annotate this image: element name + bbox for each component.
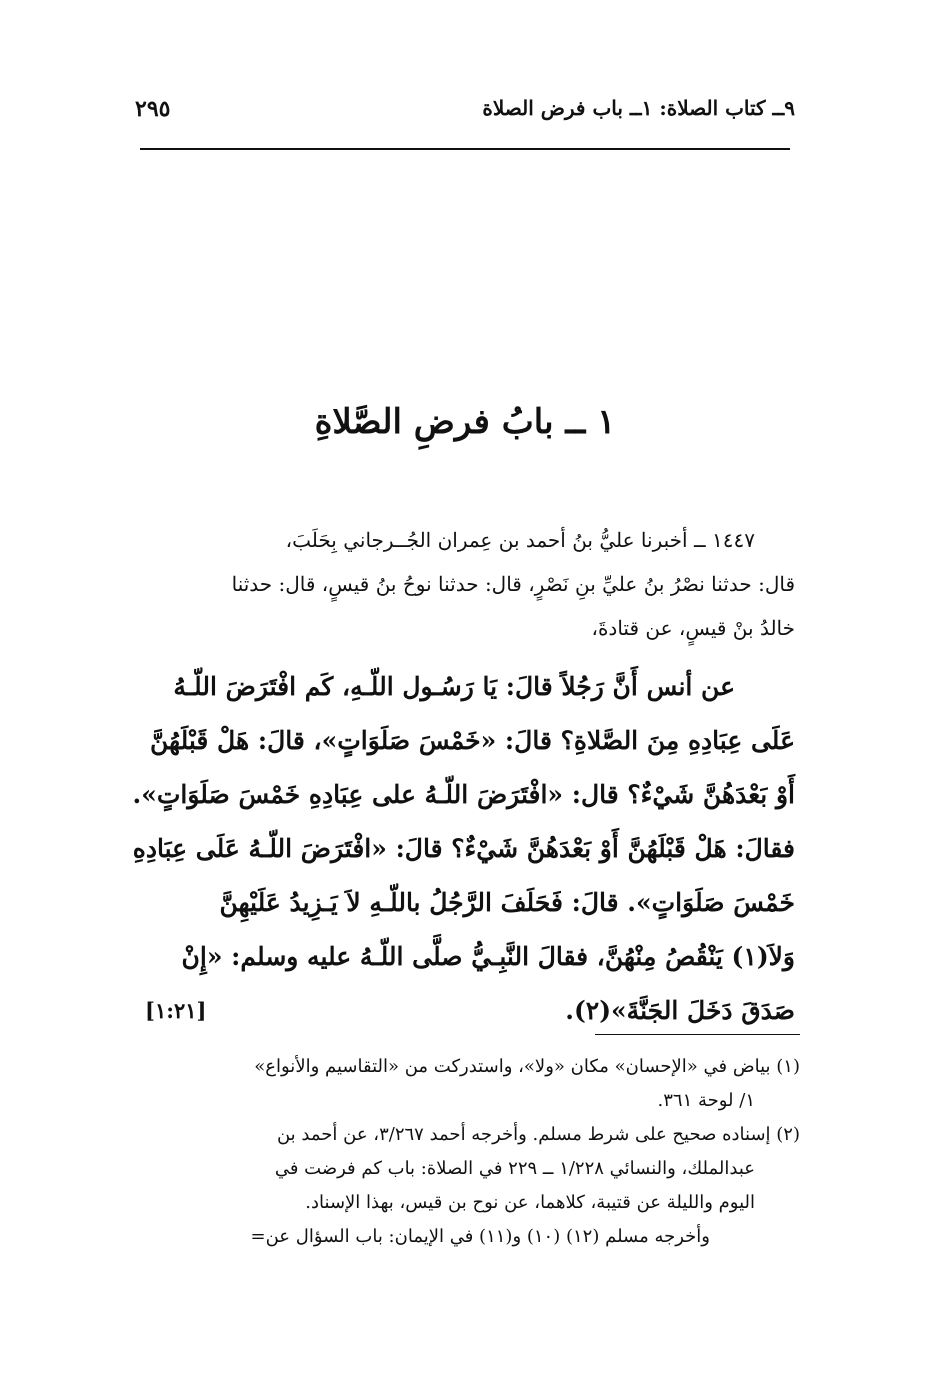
matn-line: وَلاَ(١) يَنْقُصُ مِنْهُنَّ، فقالَ النَّبِـيُّ صلَّى اللّـهُ عليه وسلم: «إِنْ <box>181 942 795 971</box>
footnote-rule <box>595 1034 800 1035</box>
matn-line-last <box>135 984 795 1038</box>
header-rule <box>140 148 790 150</box>
header-chapter-title: ٩ــ كتاب الصلاة: ١ــ باب فرض الصلاة <box>482 96 795 120</box>
footnote-line: اليوم والليلة عن قتيبة، كلاهما، عن نوح بن قيس، بهذا الإسناد. <box>305 1192 755 1213</box>
chapter-title: ١ ــ بابُ فرضِ الصَّلاةِ <box>314 402 616 442</box>
page-number: ٢٩٥ <box>135 96 171 122</box>
reference-tag: [١:٢١] <box>145 998 207 1023</box>
matn-line: عَلَى عِبَادِهِ مِنَ الصَّلاةِ؟ قالَ: «خَمْسَ صَلَوَاتٍ»، قالَ: هَلْ قَبْلَهُنَّ <box>150 726 795 755</box>
footnote-line: (٢) إسناده صحيح على شرط مسلم. وأخرجه أحمد ٣/٢٦٧، عن أحمد بن <box>276 1124 800 1145</box>
matn-line: عن أنس أَنَّ رَجُلاً قالَ: يَا رَسُـول اللّـهِ، كَم افْتَرَضَ اللّـهُ <box>173 672 735 701</box>
hadith-block <box>132 518 795 1038</box>
footnote-line: ١/ لوحة ٣٦١. <box>657 1090 755 1111</box>
matn-line: فقالَ: هَلْ قَبْلَهُنَّ أَوْ بَعْدَهُنَّ شَيْءٌ؟ قالَ: «افْتَرَضَ اللّـهُ عَلَى عِبَادِهِ <box>132 834 795 863</box>
matn-line: صَدَقَ دَخَلَ الجَنَّةَ»(٢). <box>565 996 795 1025</box>
isnad-line: خالدُ بنْ قيسٍ، عن قتادةَ، <box>591 616 795 640</box>
footnote-line: عبدالملك، والنسائي ١/٢٢٨ ــ ٢٢٩ في الصلاة: باب كم فرضت في <box>274 1158 755 1179</box>
matn-line: خَمْسَ صَلَوَاتٍ». قالَ: فَحَلَفَ الرَّجُلُ باللّـهِ لاَ يَـزِيدُ عَلَيْهِنَّ <box>219 888 795 917</box>
matn-line: أَوْ بَعْدَهُنَّ شَيْءٌ؟ قال: «افْتَرَضَ اللّـهُ على عِبَادِهِ خَمْسَ صَلَوَاتٍ». <box>132 780 795 809</box>
isnad-line: ١٤٤٧ ــ أخبرنا عليُّ بنُ أحمد بن عِمران الجُــرجاني بِحَلَبَ، <box>285 528 755 552</box>
footnotes <box>135 1050 800 1254</box>
isnad-line: قال: حدثنا نصْرُ بنُ عليِّ بنِ نَصْرٍ، قال: حدثنا نوحُ بنُ قيسٍ، قال: حدثنا <box>231 572 795 596</box>
matn-text <box>132 660 795 1038</box>
footnote-line: وأخرجه مسلم (١٢) (١٠) و(١١) في الإيمان: باب السؤال عن= <box>250 1226 710 1247</box>
running-header <box>135 96 795 136</box>
footnote-line: (١) بياض في «الإحسان» مكان «ولا»، واستدركت من «التقاسيم والأنواع» <box>254 1056 800 1077</box>
